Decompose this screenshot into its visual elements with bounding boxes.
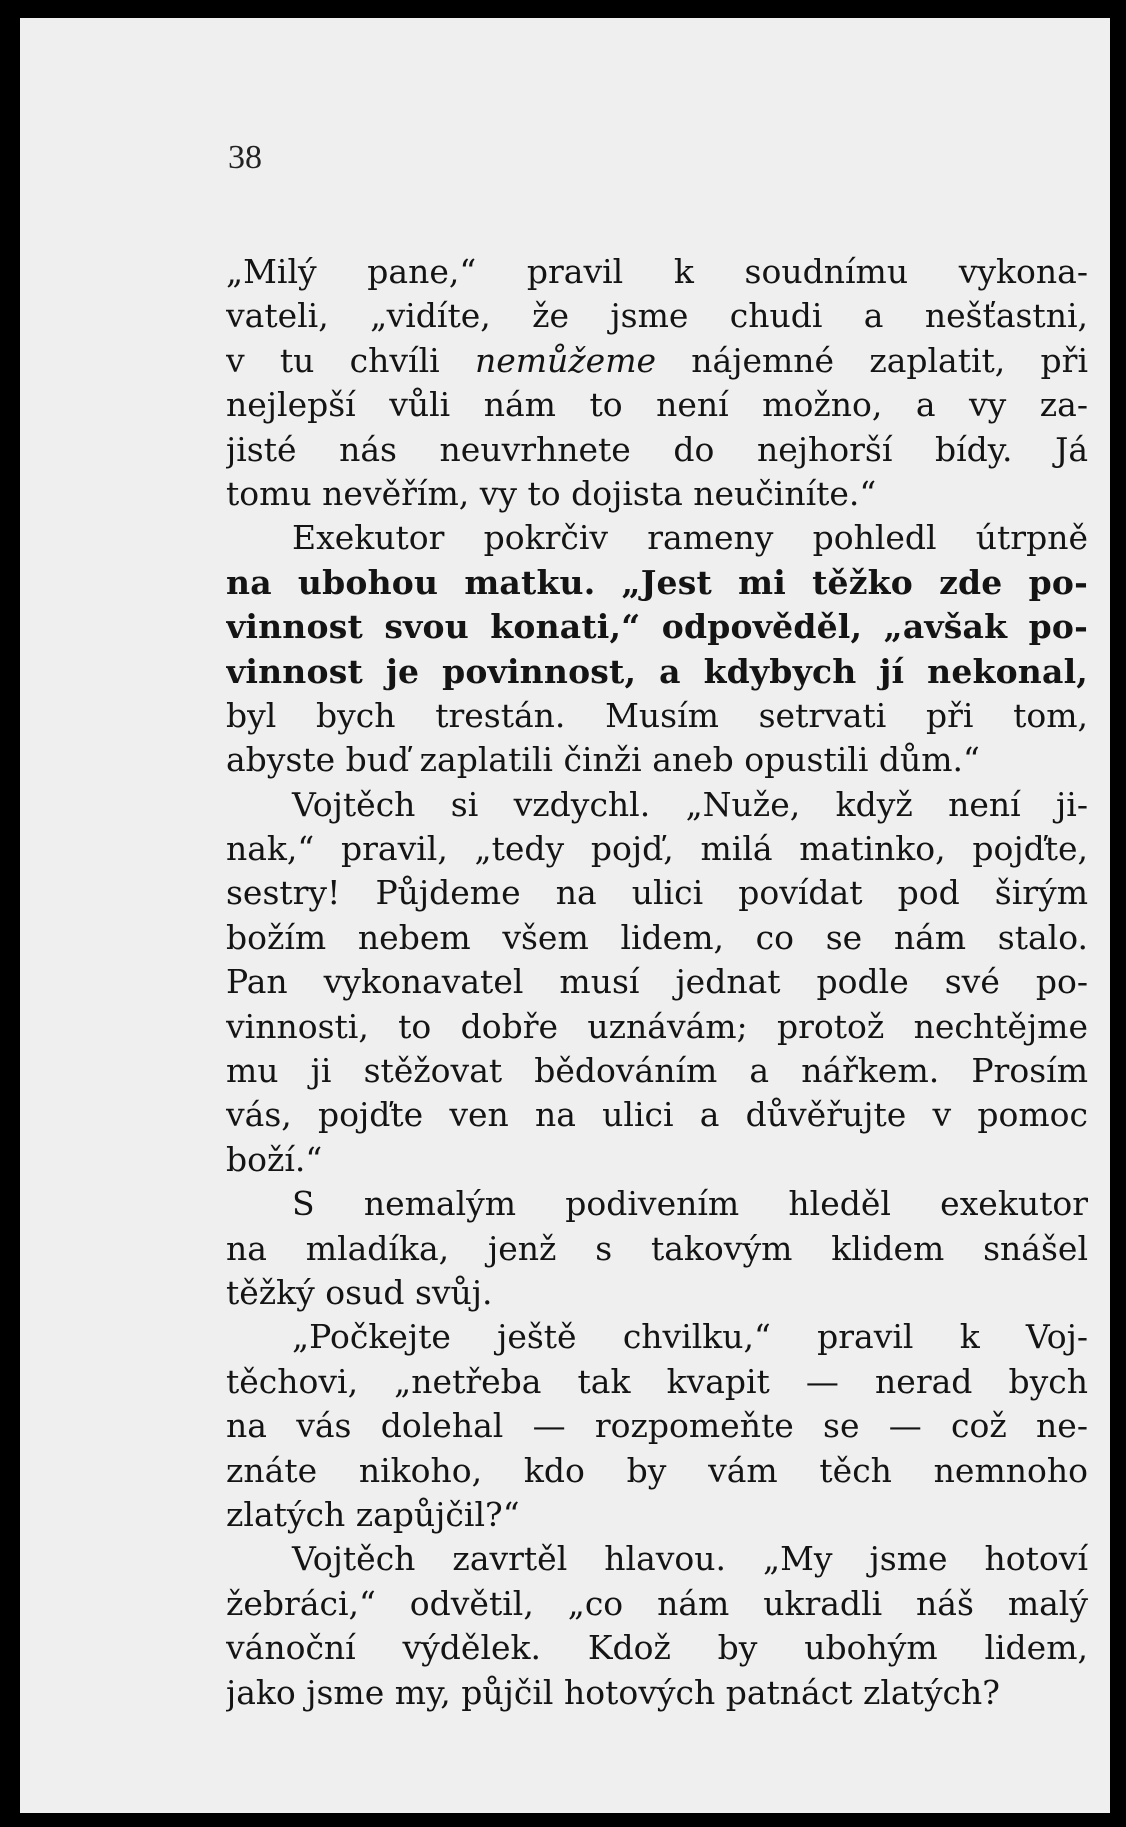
text-line: znáte nikoho, kdo by vám těch nemnoho [226,1450,1088,1490]
text-line: „Počkejte ještě chvilku,“ pravil k Voj- [292,1317,1088,1357]
text-line: S nemalým podivením hleděl exekutor [292,1184,1088,1224]
text-line: tomu nevěřím, vy to dojista neučiníte.“ [226,473,877,513]
text-line: boží.“ [226,1139,323,1179]
text-line: nak,“ pravil, „tedy pojď, milá matinko, pojďte, [226,829,1088,869]
text-line: sestry! Půjdeme na ulici povídat pod širým [226,873,1088,913]
text-line: Pan vykonavatel musí jednat podle své po- [226,962,1088,1002]
text-line: žebráci,“ odvětil, „co nám ukradli náš malý [226,1583,1088,1623]
text-line: byl bych trestán. Musím setrvati při tom, [226,695,1088,735]
text-line-with-emphasis [226,339,1088,383]
text-line: vánoční výdělek. Kdož by ubohým lidem, [226,1628,1088,1668]
text-line: mu ji stěžovat bědováním a nářkem. Prosím [226,1051,1088,1091]
text-segment: nájemné zaplatit, při [656,340,1088,380]
text-line: vinnosti, to dobře uznávám; protož nechtějme [226,1006,1088,1046]
emphasized-word: nemůžeme [474,340,657,380]
text-line: vás, pojďte ven na ulici a důvěřujte v pomoc [226,1095,1088,1135]
text-line: abyste buď zaplatili činži aneb opustili dům.“ [226,740,980,780]
text-line: Exekutor pokrčiv rameny pohledl útrpně [292,518,1088,558]
text-line: nejlepší vůli nám to není možno, a vy za- [226,385,1088,425]
text-line: jisté nás neuvrhnete do nejhorší bídy. Já [226,429,1088,469]
text-line: božím nebem všem lidem, co se nám stalo. [226,917,1088,957]
text-line: vateli, „vidíte, že jsme chudi a nešťastni, [226,296,1088,336]
text-line: Vojtěch si vzdychl. „Nuže, když není ji- [292,784,1088,824]
text-line: vinnost je povinnost, a kdybych jí nekonal, [226,651,1088,691]
text-line: „Milý pane,“ pravil k soudnímu vykona- [226,252,1088,291]
text-line: na ubohou matku. „Jest mi těžko zde po- [226,562,1088,602]
text-line: těchovi, „netřeba tak kvapit — nerad bych [226,1361,1088,1401]
page-number: 38 [228,139,262,176]
text-line: zlatých zapůjčil?“ [226,1494,520,1534]
text-line: na mladíka, jenž s takovým klidem snášel [226,1228,1088,1268]
body-text [226,250,1088,1715]
text-line: Vojtěch zavrtěl hlavou. „My jsme hotoví [292,1539,1088,1579]
text-segment: v tu chvíli [226,340,475,380]
text-line: jako jsme my, půjčil hotových patnáct zlatých? [226,1672,1000,1712]
text-line: vinnost svou konati,“ odpověděl, „avšak po- [226,607,1088,647]
text-line: těžký osud svůj. [226,1272,493,1312]
text-line: na vás dolehal — rozpomeňte se — což ne- [226,1406,1088,1446]
book-page [20,18,1110,1813]
